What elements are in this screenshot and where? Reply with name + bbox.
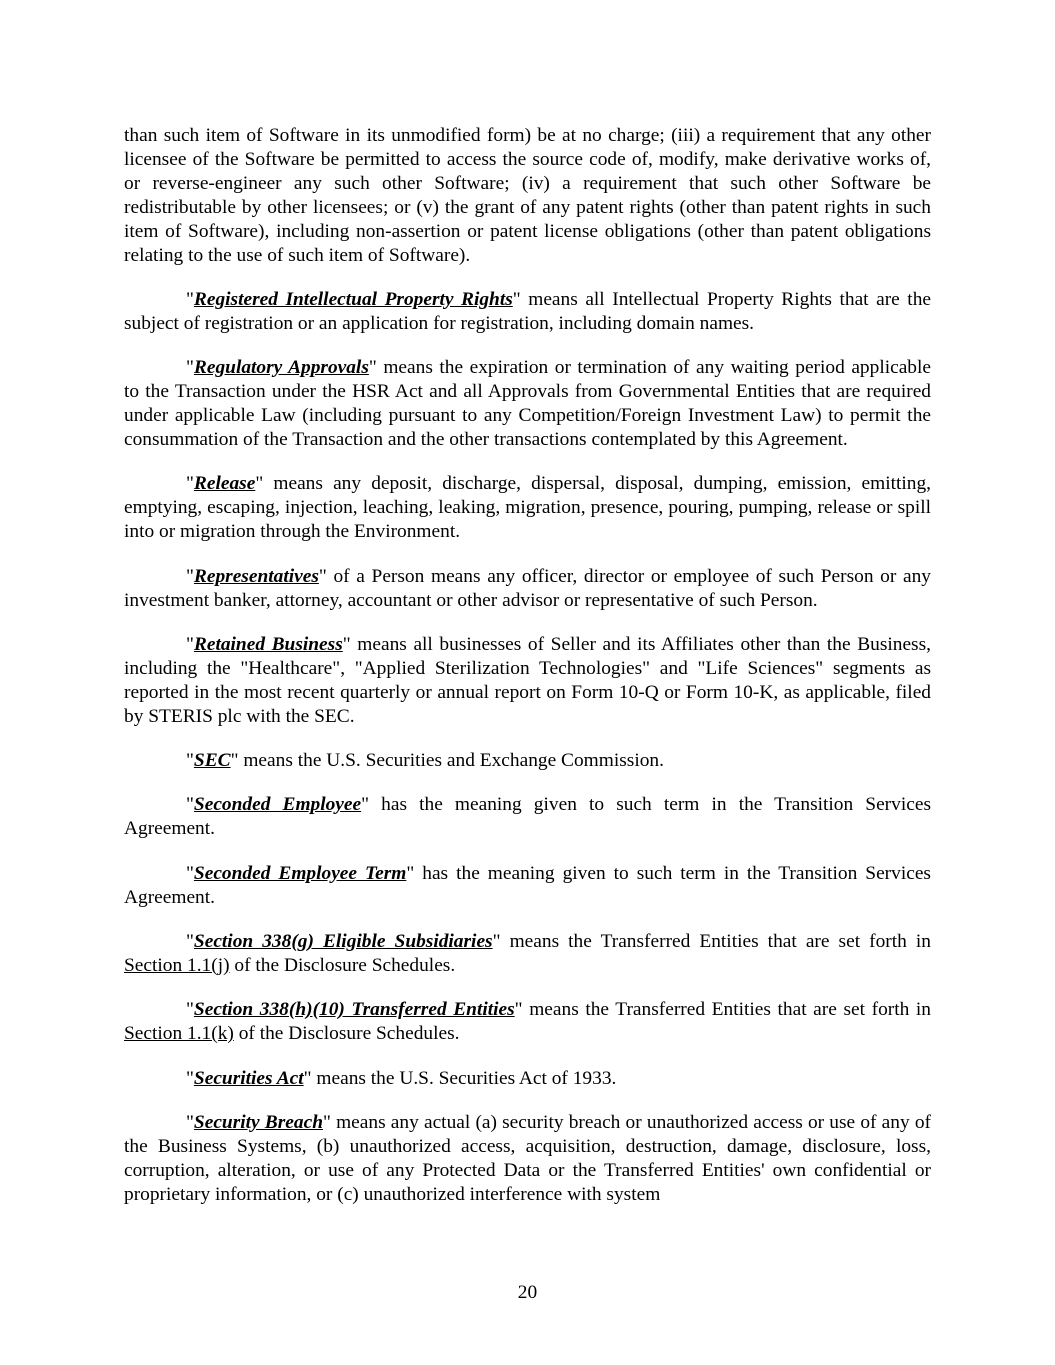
defined-term: Retained Business bbox=[193, 633, 343, 655]
document-body bbox=[124, 124, 931, 1227]
definition-tail: of the Disclosure Schedules. bbox=[229, 954, 456, 976]
definition-text: means the U.S. Securities and Exchange Commission. bbox=[238, 750, 664, 772]
definition-regulatory-approvals: "Regulatory Approvals" means the expiration or termination of any waiting period applicable to the Transaction under the HSR Act and all Approvals from Governmental Entities that are required under applicable Law (including pursuant to any Competition/Foreign Investment Law) to permit the consummation of the Transaction and the other transactions contemplated by this Agreement. bbox=[124, 357, 931, 450]
definition-seconded-employee-term: "Seconded Employee Term" has the meaning given to such term in the Transition Services Agreement. bbox=[124, 862, 931, 908]
definition-representatives: "Representatives" of a Person means any officer, director or employee of such Person or any investment banker, attorney, accountant or other advisor or representative of such Person. bbox=[124, 565, 931, 611]
definition-text: means any actual (a) security breach or unauthorized access or use of any of the Business Systems, (b) unauthorized access, acquisition, destruction, damage, disclosure, loss, corruption, alteration, or use of any Protected Data or the Transferred Entities' own confidential or proprietary information, or (c) unauthorized interference with system bbox=[124, 1112, 931, 1205]
defined-term: Section 338(h)(10) Transferred Entities bbox=[193, 999, 515, 1021]
definition-registered-ip-rights: "Registered Intellectual Property Rights" means all Intellectual Property Rights that are the subject of registration or an application for registration, including domain names. bbox=[124, 288, 931, 334]
definition-sec: "SEC" means the U.S. Securities and Exchange Commission. bbox=[186, 750, 664, 772]
definition-release: "Release" means any deposit, discharge, dispersal, disposal, dumping, emission, emitting, emptying, escaping, injection, leaching, leaking, migration, presence, pouring, pumping, release or spill into or migration through the Environment. bbox=[124, 473, 931, 543]
definition-securities-act: "Securities Act" means the U.S. Securities Act of 1933. bbox=[186, 1067, 617, 1089]
definition-text: means the expiration or termination of any waiting period applicable to the Transaction under the HSR Act and all Approvals from Governmental Entities that are required under applicable Law (including pursuant to any Competition/Foreign Investment Law) to permit the consummation of the Transaction and the other transactions contemplated by this Agreement. bbox=[124, 357, 931, 450]
definition-text: has the meaning given to such term in the Transition Services Agreement. bbox=[124, 862, 931, 908]
section-reference: Section 1.1(k) bbox=[124, 1023, 234, 1045]
definition-text: means all businesses of Seller and its Affiliates other than the Business, including the "Healthcare", "Applied Sterilization Technologies" and "Life Sciences" segments as reported in the most recent quarterly or annual report on Form 10-Q or Form 10-K, as applicable, filed by STERIS plc with the SEC. bbox=[124, 633, 932, 727]
defined-term: Registered Intellectual Property Rights bbox=[193, 288, 513, 310]
definition-tail: of the Disclosure Schedules. bbox=[233, 1023, 460, 1045]
defined-term: Seconded Employee bbox=[193, 794, 362, 816]
definition-security-breach: "Security Breach" means any actual (a) security breach or unauthorized access or use of any of the Business Systems, (b) unauthorized access, acquisition, destruction, damage, disclosure, loss, corruption, alteration, or use of any Protected Data or the Transferred Entities' own confidential or proprietary information, or (c) unauthorized interference with system bbox=[124, 1112, 931, 1205]
definition-text: means all Intellectual Property Rights that are the subject of registration or an application for registration, including domain names. bbox=[124, 288, 931, 334]
defined-term: Regulatory Approvals bbox=[193, 357, 369, 379]
page-number: 20 bbox=[517, 1282, 538, 1303]
definition-text: means the U.S. Securities Act of 1933. bbox=[311, 1067, 617, 1089]
defined-term: SEC bbox=[193, 750, 231, 772]
definition-text: means any deposit, discharge, dispersal, disposal, dumping, emission, emitting, emptying, escaping, injection, leaching, leaking, migration, presence, pouring, pumping, release or spill into or migration through the Environment. bbox=[124, 473, 931, 543]
defined-term: Security Breach bbox=[193, 1112, 323, 1134]
definition-section-338h10: "Section 338(h)(10) Transferred Entities" means the Transferred Entities that are set forth in Section 1.1(k) of the Disclosure Schedules. bbox=[124, 999, 931, 1045]
defined-term: Securities Act bbox=[193, 1067, 304, 1089]
definition-text: means the Transferred Entities that are set forth in bbox=[522, 999, 931, 1021]
section-reference: Section 1.1(j) bbox=[124, 954, 230, 976]
definition-text: has the meaning given to such term in the Transition Services Agreement. bbox=[124, 794, 931, 840]
defined-term: Representatives bbox=[193, 565, 319, 587]
definition-retained-business: "Retained Business" means all businesses of Seller and its Affiliates other than the Business, including the "Healthcare", "Applied Sterilization Technologies" and "Life Sciences" segments as reported in the most recent quarterly or annual report on Form 10-Q or Form 10-K, as applicable, filed by STERIS plc with the SEC. bbox=[124, 633, 932, 727]
definition-text: means the Transferred Entities that are set forth in bbox=[500, 931, 931, 953]
defined-term: Release bbox=[193, 473, 256, 495]
defined-term: Seconded Employee Term bbox=[193, 862, 407, 884]
definition-section-338g: "Section 338(g) Eligible Subsidiaries" means the Transferred Entities that are set forth in Section 1.1(j) of the Disclosure Schedules. bbox=[124, 931, 931, 976]
defined-term: Section 338(g) Eligible Subsidiaries bbox=[193, 931, 493, 953]
continuation-paragraph: than such item of Software in its unmodified form) be at no charge; (iii) a requirement that any other licensee of the Software be permitted to access the source code of, modify, make derivative works of, or reverse-engineer any such other Software; (iv) a requirement that such other Software be redistributable by other licensees; or (v) the grant of any patent rights (other than patent rights in such item of Software), including non-assertion or patent license obligations (other than patent obligations relating to the use of such item of Software). bbox=[124, 125, 931, 266]
definition-seconded-employee: "Seconded Employee" has the meaning given to such term in the Transition Services Agreement. bbox=[124, 794, 931, 840]
definition-text: of a Person means any officer, director or employee of such Person or any investment banker, attorney, accountant or other advisor or representative of such Person. bbox=[124, 565, 931, 611]
